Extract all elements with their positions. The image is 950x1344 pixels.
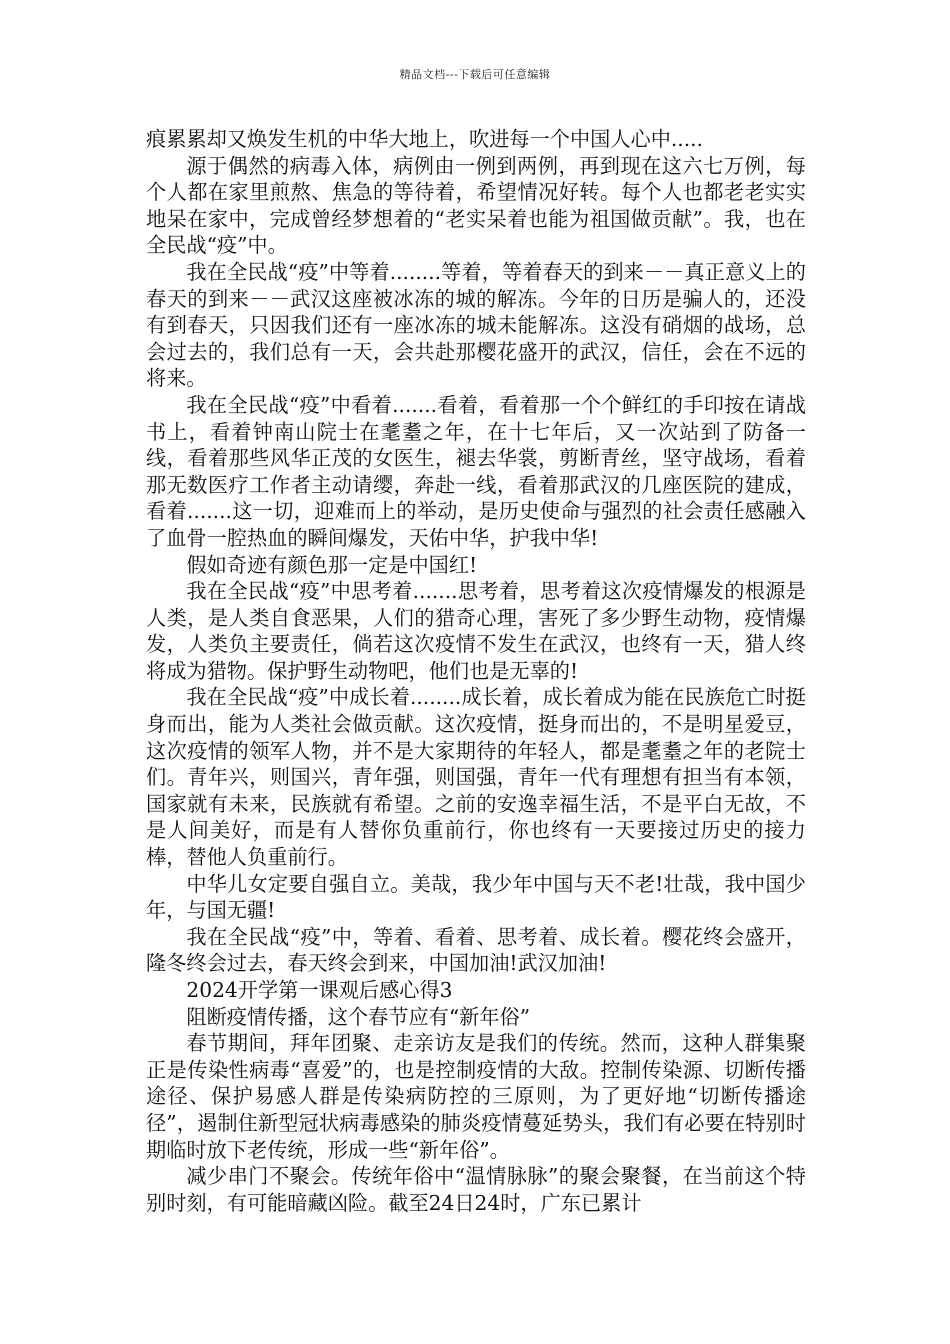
- paragraph: 减少串门不聚会。传统年俗中“温情脉脉”的聚会聚餐，在当前这个特别时刻，有可能暗藏凶险。截至24日24时，广东已累计: [146, 1164, 806, 1215]
- paragraph: 我在全民战“疫”中，等着、看着、思考着、成长着。樱花终会盛开，隆冬终会过去，春天终会到来，中国加油!武汉加油!: [146, 924, 806, 976]
- paragraph: 源于偶然的病毒入体，病例由一例到两例，再到现在这六七万例，每个人都在家里煎熬、焦急的等待着，希望情况好转。每个人也都老老实实地呆在家中，完成曾经梦想着的“老实呆着也能为祖国做贡献”。我，也在全民战“疫”中。: [146, 153, 806, 258]
- paragraph: 春节期间，拜年团聚、走亲访友是我们的传统。然而，这种人群集聚正是传染性病毒“喜爱”的，也是控制疫情的大敌。控制传染源、切断传播途径、保护易感人群是传染病防控的三原则，为了更好地“切断传播途径”，遏制住新型冠状病毒感染的肺炎疫情蔓延势头，我们有必要在特别时期临时放下老传统，形成一些“新年俗”。: [146, 1031, 806, 1162]
- paragraph: 我在全民战“疫”中成长着........成长着，成长着成为能在民族危亡时挺身而出，能为人类社会做贡献。这次疫情，挺身而出的，不是明星爱豆，这次疫情的领军人物，并不是大家期待的年轻人，都是耄耋之年的老院士们。青年兴，则国兴，青年强，则国强，青年一代有理想有担当有本领，国家就有未来，民族就有希望。之前的安逸幸福生活，不是平白无故，不是人间美好，而是有人替你负重前行，你也终有一天要接过历史的接力棒，替他人负重前行。: [146, 685, 806, 870]
- paragraph: 我在全民战“疫”中思考着.......思考着，思考着这次疫情爆发的根源是人类，是人类自食恶果，人们的猎奇心理，害死了多少野生动物，疫情爆发，人类负主要责任，倘若这次疫情不发生在武汉，也终有一天，猎人终将成为猎物。保护野生动物吧，他们也是无辜的!: [146, 579, 806, 683]
- page-header: 精品文档---下载后可任意编辑: [399, 68, 551, 81]
- section-heading: 2024开学第一课观后感心得3: [186, 978, 453, 1002]
- paragraph: 痕累累却又焕发生机的中华大地上，吹进每一个中国人心中.....: [146, 127, 703, 151]
- section-subheading: 阻断疫情传播，这个春节应有“新年俗”: [186, 1004, 531, 1029]
- paragraph: 我在全民战“疫”中等着........等着，等着春天的到来－－真正意义上的春天的到来－－武汉这座被冰冻的城的解冻。今年的日历是骗人的，还没有到春天，只因我们还有一座冰冻的城未能解冻。这没有硝烟的战场，总会过去的，我们总有一天，会共赴那樱花盛开的武汉，信任，会在不远的将来。: [146, 259, 806, 391]
- paragraph: 中华儿女定要自强自立。美哉，我少年中国与天不老!壮哉，我中国少年，与国无疆!: [146, 871, 806, 923]
- paragraph: 假如奇迹有颜色那一定是中国红!: [186, 552, 478, 577]
- paragraph: 我在全民战“疫”中看着.......看着，看着那一个个鲜红的手印按在请战书上，看着钟南山院士在耄耋之年，在十七年后，又一次站到了防备一线，看着那些风华正茂的女医生，褪去华裳，剪断青丝，坚守战场，看着那无数医疗工作者主动请缨，奔赴一线，看着那武汉的几座医院的建成，看着.......这一切，迎难而上的举动，是历史使命与强烈的社会责任感融入了血骨一腔热血的瞬间爆发，天佑中华，护我中华!: [146, 392, 806, 550]
- document-body: [146, 126, 806, 1216]
